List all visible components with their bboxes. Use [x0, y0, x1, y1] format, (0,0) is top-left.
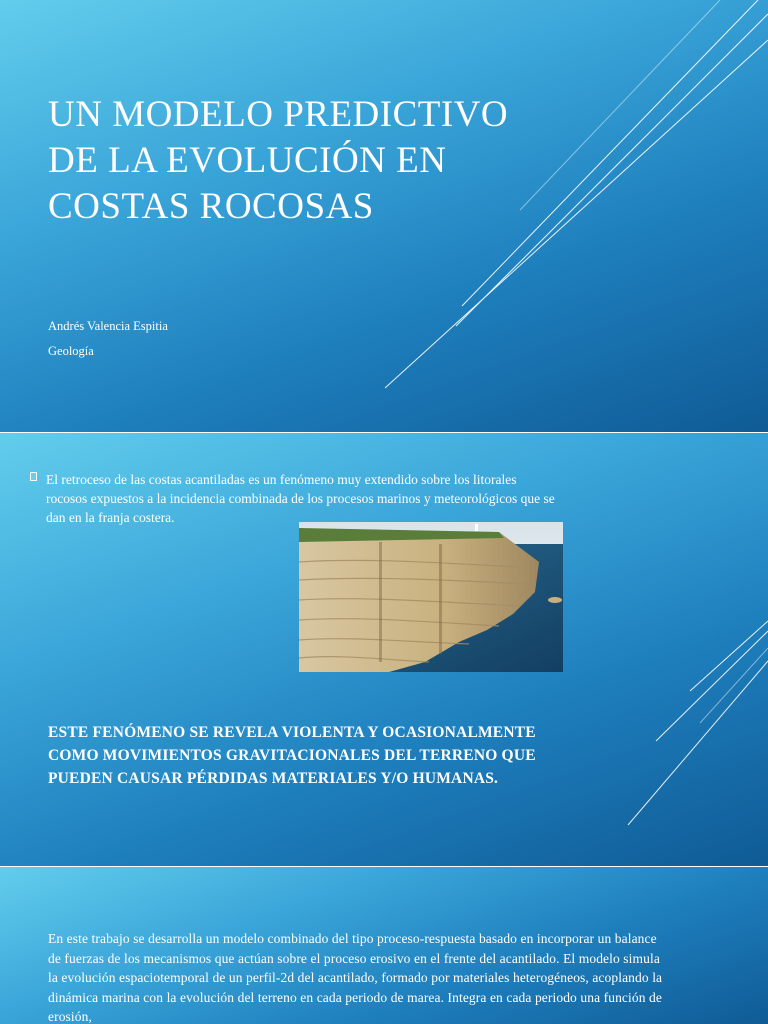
- title-slide: [0, 0, 768, 433]
- body-paragraph: En este trabajo se desarrolla un modelo combinado del tipo proceso-respuesta basado en incorporar un balance de fuerzas de los mecanismos que actúan sobre el proceso erosivo en el frente del acantilado. El modelo simula la evolución espaciotemporal de un perfil-2d del acantilado, formado por materiales heterogéneos, acoplando la dinámica marina con la evolución del terreno en cada periodo de marea. Integra en cada periodo una función de erosión,: [48, 931, 663, 1024]
- statement-text: ESTE FENÓMENO SE REVELA VIOLENTA Y OCASIONALMENTE COMO MOVIMIENTOS GRAVITACIONALES DEL TERRENO QUE PUEDEN CAUSAR PÉRDIDAS MATERIALES Y/O HUMANAS.: [48, 724, 536, 787]
- field-name: Geología: [48, 344, 94, 358]
- coastal-cliff-photo: [299, 522, 563, 672]
- bullet-square-icon: [30, 472, 37, 481]
- bullet-text: El retroceso de las costas acantiladas es un fenómeno muy extendido sobre los litorales rocosos expuestos a la incidencia combinada de los procesos marinos y meteorológicos que se dan en la franja costera.: [46, 472, 555, 525]
- body-slide: [0, 867, 768, 1024]
- content-slide: [0, 433, 768, 867]
- slide-title: UN MODELO PREDICTIVO DE LA EVOLUCIÓN EN COSTAS ROCOSAS: [48, 94, 509, 227]
- author-name: Andrés Valencia Espitia: [48, 319, 168, 333]
- bullet-item: [30, 470, 560, 527]
